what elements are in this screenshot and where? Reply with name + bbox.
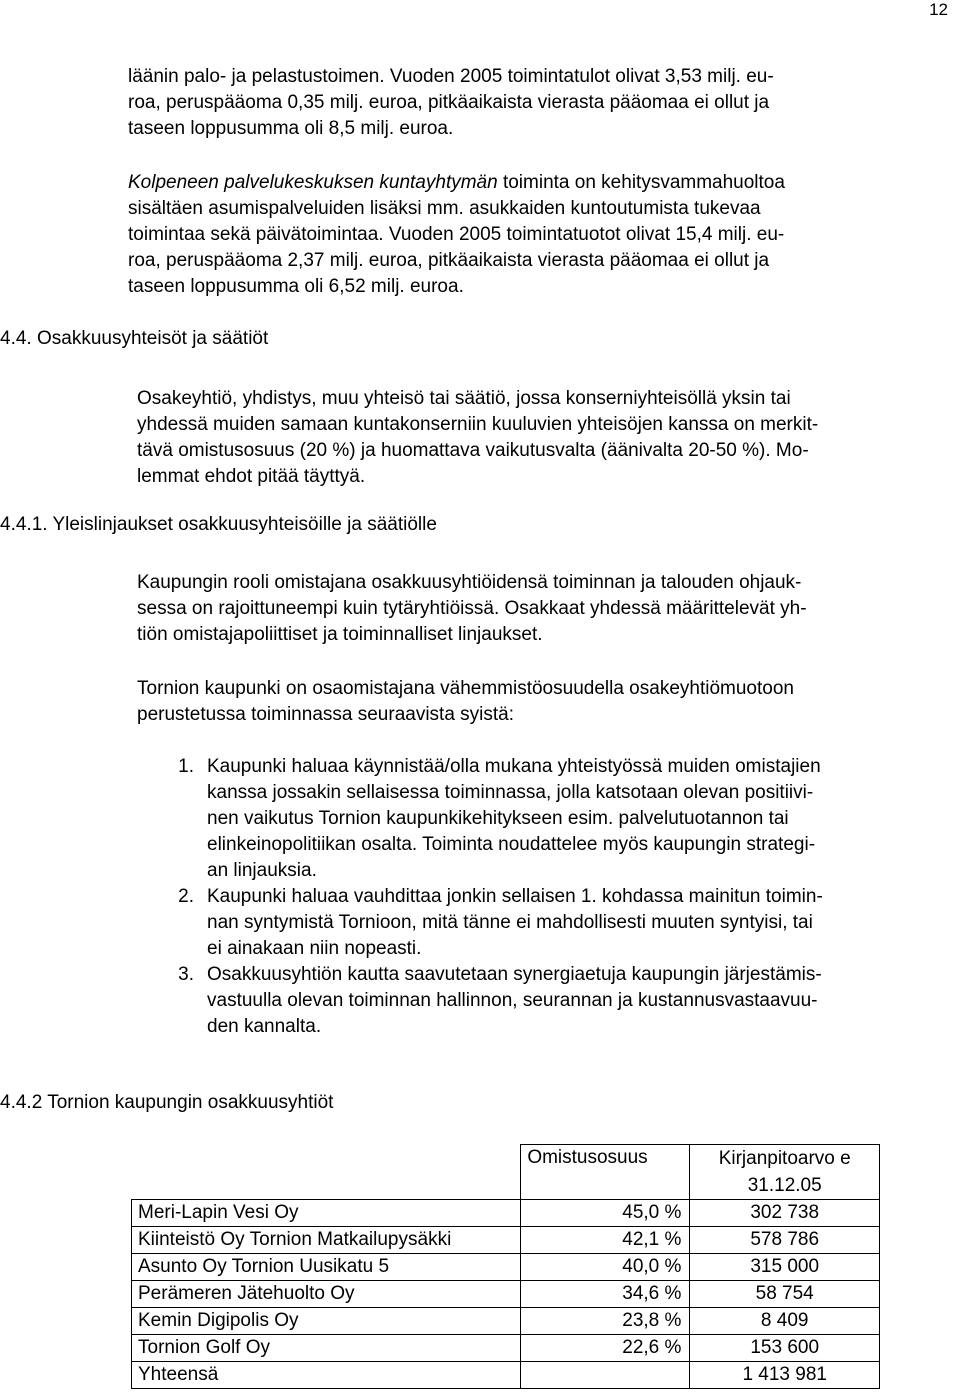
- para3-line-4: lemmat ehdot pitää täyttyä.: [137, 466, 366, 487]
- book-value-header-line-1: Kirjanpitoarvo e: [718, 1148, 851, 1169]
- table-row: [132, 1200, 880, 1227]
- table-header-share: Omistusosuus: [521, 1145, 690, 1200]
- table-header-book-value: [690, 1145, 880, 1200]
- company-name: Tornion Golf Oy: [132, 1335, 521, 1362]
- table-total-row: [132, 1362, 880, 1389]
- para3-line-2: yhdessä muiden samaan kuntakonserniin kuuluvien yhteisöjen kanssa on merkit-: [137, 414, 819, 435]
- ownership-share: 22,6 %: [521, 1335, 690, 1362]
- list-item-2-number: 2.: [178, 886, 194, 907]
- list-item-1-line-5: an linjauksia.: [207, 860, 317, 881]
- para2-italic-lead: Kolpeneen palvelukeskuksen kuntayhtymän: [128, 172, 498, 193]
- book-value: 58 754: [690, 1281, 880, 1308]
- para4-line-1: Kaupungin rooli omistajana osakkuusyhtiöidensä toiminnan ja talouden ohjauk-: [137, 572, 802, 593]
- list-item-2-line-3: ei ainakaan niin nopeasti.: [207, 938, 422, 959]
- list-item-1-line-2: kanssa jossakin sellaisessa toiminnassa, jolla katsotaan olevan positiivi-: [207, 782, 814, 803]
- section-4-4-1-heading: 4.4.1. Yleislinjaukset osakkuusyhteisöille ja säätiölle: [0, 514, 437, 535]
- company-name: Asunto Oy Tornion Uusikatu 5: [132, 1254, 521, 1281]
- list-item-1-line-4: elinkeinopolitiikan osalta. Toiminta noudattelee myös kaupungin strategi-: [207, 834, 816, 855]
- book-value: 153 600: [690, 1335, 880, 1362]
- para3-line-3: tävä omistusosuus (20 %) ja huomattava vaikutusvalta (äänivalta 20-50 %). Mo-: [137, 440, 809, 461]
- list-item-3-line-3: den kannalta.: [207, 1016, 322, 1037]
- list-item-1-line-3: nen vaikutus Tornion kaupunkikehitykseen esim. palvelutuotannon tai: [207, 808, 789, 829]
- company-name: Kemin Digipolis Oy: [132, 1308, 521, 1335]
- total-share: [521, 1362, 690, 1389]
- ownership-share: 34,6 %: [521, 1281, 690, 1308]
- page-number: 12: [929, 0, 948, 19]
- company-name: Meri-Lapin Vesi Oy: [132, 1200, 521, 1227]
- list-item-1-line-1: Kaupunki haluaa käynnistää/olla mukana yhteistyössä muiden omistajien: [207, 756, 821, 777]
- table-row: [132, 1308, 880, 1335]
- table-row: [132, 1227, 880, 1254]
- holdings-table: [131, 1144, 880, 1389]
- list-item-3-line-1: Osakkuusyhtiön kautta saavutetaan synergiaetuja kaupungin järjestämis-: [207, 964, 822, 985]
- section-4-4-2-heading: 4.4.2 Tornion kaupungin osakkuusyhtiöt: [0, 1092, 334, 1113]
- list-item-3-number: 3.: [178, 964, 194, 985]
- para2-line-5: taseen loppusumma oli 6,52 milj. euroa.: [128, 276, 464, 297]
- book-value: 315 000: [690, 1254, 880, 1281]
- table-row: [132, 1254, 880, 1281]
- para1-line-1: läänin palo- ja pelastustoimen. Vuoden 2005 toimintatulot olivat 3,53 milj. eu-: [128, 66, 774, 87]
- ownership-share: 42,1 %: [521, 1227, 690, 1254]
- para1-line-3: taseen loppusumma oli 8,5 milj. euroa.: [128, 118, 454, 139]
- list-item-2-line-2: nan syntymistä Tornioon, mitä tänne ei mahdollisesti muuten syntyisi, tai: [207, 912, 813, 933]
- para1-line-2: roa, peruspääoma 0,35 milj. euroa, pitkäaikaista vierasta pääomaa ei ollut ja: [128, 92, 770, 113]
- ownership-share: 45,0 %: [521, 1200, 690, 1227]
- book-value: 8 409: [690, 1308, 880, 1335]
- list-item-1-number: 1.: [178, 756, 194, 777]
- para2-line-1: [128, 170, 785, 196]
- para3-line-1: Osakeyhtiö, yhdistys, muu yhteisö tai säätiö, jossa konserniyhteisöllä yksin tai: [137, 388, 791, 409]
- book-value-header-line-2: 31.12.05: [747, 1175, 822, 1196]
- para5-line-1: Tornion kaupunki on osaomistajana vähemmistöosuudella osakeyhtiömuotoon: [137, 678, 794, 699]
- company-name: Perämeren Jätehuolto Oy: [132, 1281, 521, 1308]
- ownership-share: 23,8 %: [521, 1308, 690, 1335]
- table-header-blank: [132, 1145, 521, 1200]
- para5-line-2: perustetussa toiminnassa seuraavista syistä:: [137, 704, 515, 725]
- para2-line-1-rest: toiminta on kehitysvammahuoltoa: [497, 172, 785, 193]
- list-item-2-line-1: Kaupunki haluaa vauhdittaa jonkin sellaisen 1. kohdassa mainitun toimin-: [207, 886, 823, 907]
- table-row: [132, 1335, 880, 1362]
- list-item-3-line-2: vastuulla olevan toiminnan hallinnon, seurannan ja kustannusvastaavuu-: [207, 990, 818, 1011]
- para4-line-2: sessa on rajoittuneempi kuin tytäryhtiöissä. Osakkaat yhdessä määrittelevät yh-: [137, 598, 807, 619]
- book-value: 578 786: [690, 1227, 880, 1254]
- para4-line-3: tiön omistajapoliittiset ja toiminnalliset linjaukset.: [137, 624, 543, 645]
- book-value: 302 738: [690, 1200, 880, 1227]
- total-value: 1 413 981: [690, 1362, 880, 1389]
- para2-line-2: sisältäen asumispalveluiden lisäksi mm. asukkaiden kuntoutumista tukevaa: [128, 198, 761, 219]
- para2-line-3: toimintaa sekä päivätoimintaa. Vuoden 2005 toimintatuotot olivat 15,4 milj. eu-: [128, 224, 785, 245]
- ownership-share: 40,0 %: [521, 1254, 690, 1281]
- para2-line-4: roa, peruspääoma 2,37 milj. euroa, pitkäaikaista vierasta pääomaa ei ollut ja: [128, 250, 770, 271]
- company-name: Kiinteistö Oy Tornion Matkailupysäkki: [132, 1227, 521, 1254]
- total-label: Yhteensä: [132, 1362, 521, 1389]
- table-header-row: [132, 1145, 880, 1200]
- table-row: [132, 1281, 880, 1308]
- section-4-4-heading: 4.4. Osakkuusyhteisöt ja säätiöt: [0, 328, 269, 349]
